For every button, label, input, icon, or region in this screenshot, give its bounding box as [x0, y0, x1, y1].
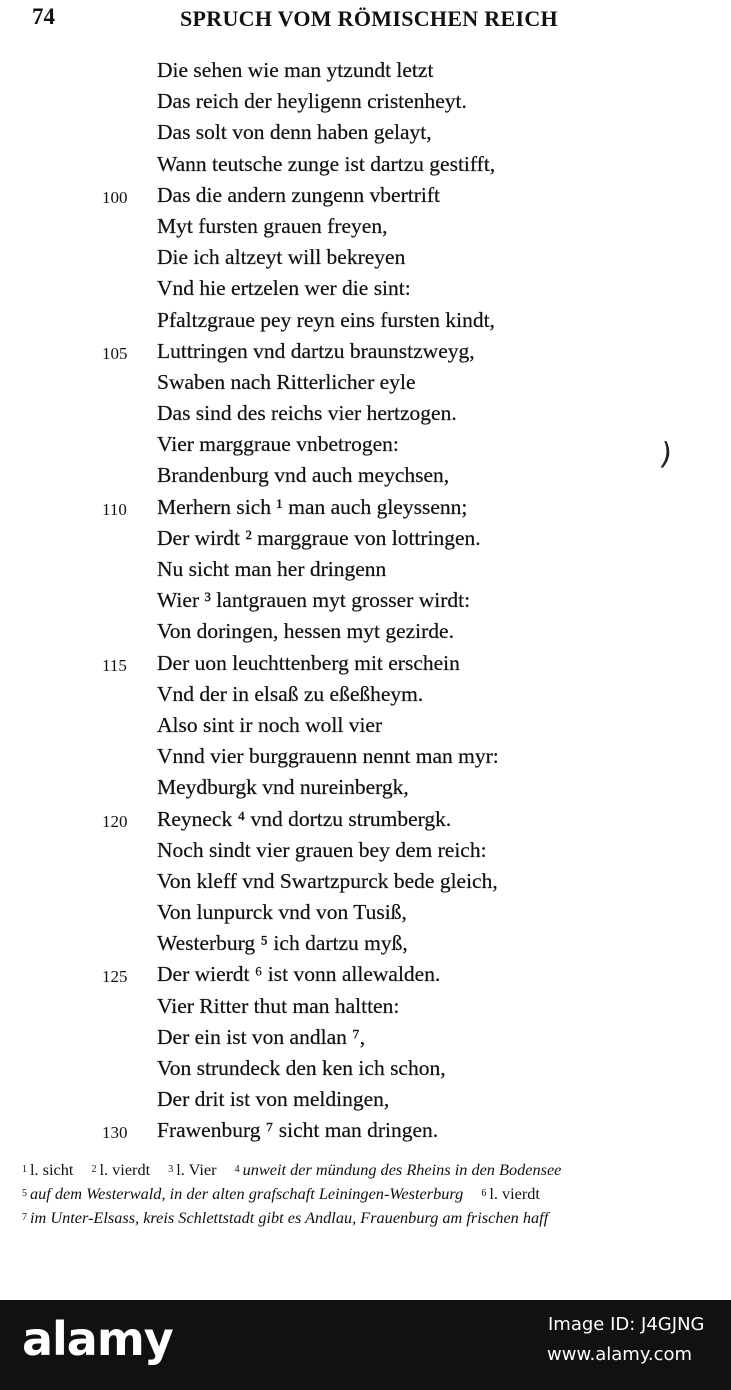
verse-line [0, 1025, 731, 1056]
line-number: 125 [102, 967, 128, 987]
footnote-7: $^7$ im Unter-Elsass, kreis Schlettstadt gibt es Andlau, Frauenburg am frischen haff [22, 1208, 549, 1227]
verse-text: Von doringen, hessen myt gezirde. [157, 619, 454, 644]
verse-text: Wann teutsche zunge ist dartzu gestifft, [157, 151, 496, 176]
verse-line [0, 869, 731, 900]
verse-line [0, 152, 731, 183]
verse-text: Der uon leuchttenberg mit erschein [157, 650, 460, 675]
verse-line [0, 557, 731, 588]
footnote-1: $^1$ l. sicht [22, 1160, 74, 1179]
verse-line [0, 651, 731, 682]
footnote-5: $^5$ auf dem Westerwald, in der alten grafschaft Leiningen-Westerburg [22, 1184, 464, 1203]
verse-text: Das reich der heyligenn cristenheyt. [157, 89, 467, 114]
verse-line [0, 588, 731, 619]
verse-line [0, 183, 731, 214]
verse-line [0, 526, 731, 557]
line-number: 105 [102, 343, 128, 363]
margin-mark: ) [657, 436, 675, 473]
verse-text: Von kleff vnd Swartzpurck bede gleich, [157, 868, 498, 893]
footnotes [22, 1158, 712, 1230]
verse-line [0, 1087, 731, 1118]
verse-text: Swaben nach Ritterlicher eyle [157, 369, 416, 394]
verse-text: Der wierdt ⁶ ist vonn allewalden. [157, 962, 441, 987]
alamy-logo: alamy [22, 1312, 173, 1366]
verse-line [0, 744, 731, 775]
footnote-3: $^3$ l. Vier [168, 1160, 217, 1179]
verse-text: Die sehen wie man ytzundt letzt [157, 58, 434, 82]
verse-line [0, 463, 731, 494]
image-id: Image ID: J4GJNG [548, 1314, 705, 1335]
verse-line [0, 401, 731, 432]
verse-text: Noch sindt vier grauen bey dem reich: [157, 837, 487, 862]
page-number: 74 [32, 4, 55, 29]
verse-line [0, 900, 731, 931]
verse-line [0, 1056, 731, 1087]
verse-line [0, 339, 731, 370]
verse-line [0, 89, 731, 120]
verse-line [0, 962, 731, 993]
verse-line [0, 775, 731, 806]
verse-text: Wier ³ lantgrauen myt grosser wirdt: [157, 588, 471, 613]
verse-text: Der ein ist von andlan ⁷, [157, 1024, 366, 1049]
verse-line [0, 713, 731, 744]
verse-text: Westerburg ⁵ ich dartzu myß, [157, 931, 408, 956]
verse-line [0, 308, 731, 339]
verse-text: Reyneck ⁴ vnd dortzu strumbergk. [157, 806, 452, 831]
verse-text: Vnd der in elsaß zu eßeßheym. [157, 681, 424, 706]
verse-text: Nu sicht man her dringenn [157, 557, 387, 581]
verse-line [0, 214, 731, 245]
verse-text: Vnnd vier burggrauenn nennt man myr: [157, 744, 499, 769]
verse-text: Brandenburg vnd auch meychsen, [157, 463, 450, 488]
verse-text: Das solt von denn haben gelayt, [157, 120, 432, 145]
watermark-banner [0, 1300, 731, 1390]
site-url: www.alamy.com [547, 1344, 693, 1365]
verse-text: Vier marggraue vnbetrogen: [157, 432, 399, 457]
verse-line [0, 807, 731, 838]
footnote-6: $^6$ l. vierdt [481, 1184, 540, 1203]
verse-line [0, 245, 731, 276]
verse-text: Von strundeck den ken ich schon, [157, 1056, 446, 1080]
verse-text: Meydburgk vnd nureinbergk, [157, 775, 409, 800]
verse-text: Vnd hie ertzelen wer die sint: [157, 276, 411, 301]
verse-line [0, 931, 731, 962]
verse-line [0, 58, 731, 89]
verse-text: Das sind des reichs vier hertzogen. [157, 401, 457, 426]
verse-text: Pfaltzgraue pey reyn eins fursten kindt, [157, 307, 495, 332]
verse-text: Myt fursten grauen freyen, [157, 213, 388, 238]
verse-line [0, 370, 731, 401]
verse-line [0, 495, 731, 526]
line-number: 110 [102, 499, 127, 519]
running-head: SPRUCH VOM RÖMISCHEN REICH [180, 6, 558, 31]
line-number: 120 [102, 811, 128, 831]
verse-text: Vier Ritter thut man haltten: [157, 993, 400, 1018]
verse-line [0, 838, 731, 869]
line-number: 115 [102, 655, 127, 675]
verse-line [0, 619, 731, 650]
verse-line [0, 1118, 731, 1149]
line-number: 100 [102, 187, 128, 207]
verse-line [0, 994, 731, 1025]
footnote-4: $^4$ unweit der mündung des Rheins in den Bodensee [234, 1160, 562, 1179]
verse-text: Also sint ir noch woll vier [157, 712, 383, 737]
verse-line [0, 432, 731, 463]
verse-line [0, 276, 731, 307]
verse-text: Merhern sich ¹ man auch gleyssenn; [157, 494, 468, 519]
verse-text: Der drit ist von meldingen, [157, 1087, 390, 1112]
verse-text: Frawenburg ⁷ sicht man dringen. [157, 1118, 439, 1143]
verse-text: Die ich altzeyt will bekreyen [157, 245, 406, 270]
verse-text: Das die andern zungenn vbertrift [157, 182, 440, 207]
verse-line [0, 682, 731, 713]
verse-text: Von lunpurck vnd von Tusiß, [157, 900, 407, 925]
line-number: 130 [102, 1123, 128, 1143]
footnote-2: $^2$ l. vierdt [91, 1160, 151, 1179]
verse-block [0, 58, 731, 1150]
verse-text: Luttringen vnd dartzu braunstzweyg, [157, 338, 475, 363]
verse-text: Der wirdt ² marggraue von lottringen. [157, 525, 481, 550]
verse-line [0, 120, 731, 151]
